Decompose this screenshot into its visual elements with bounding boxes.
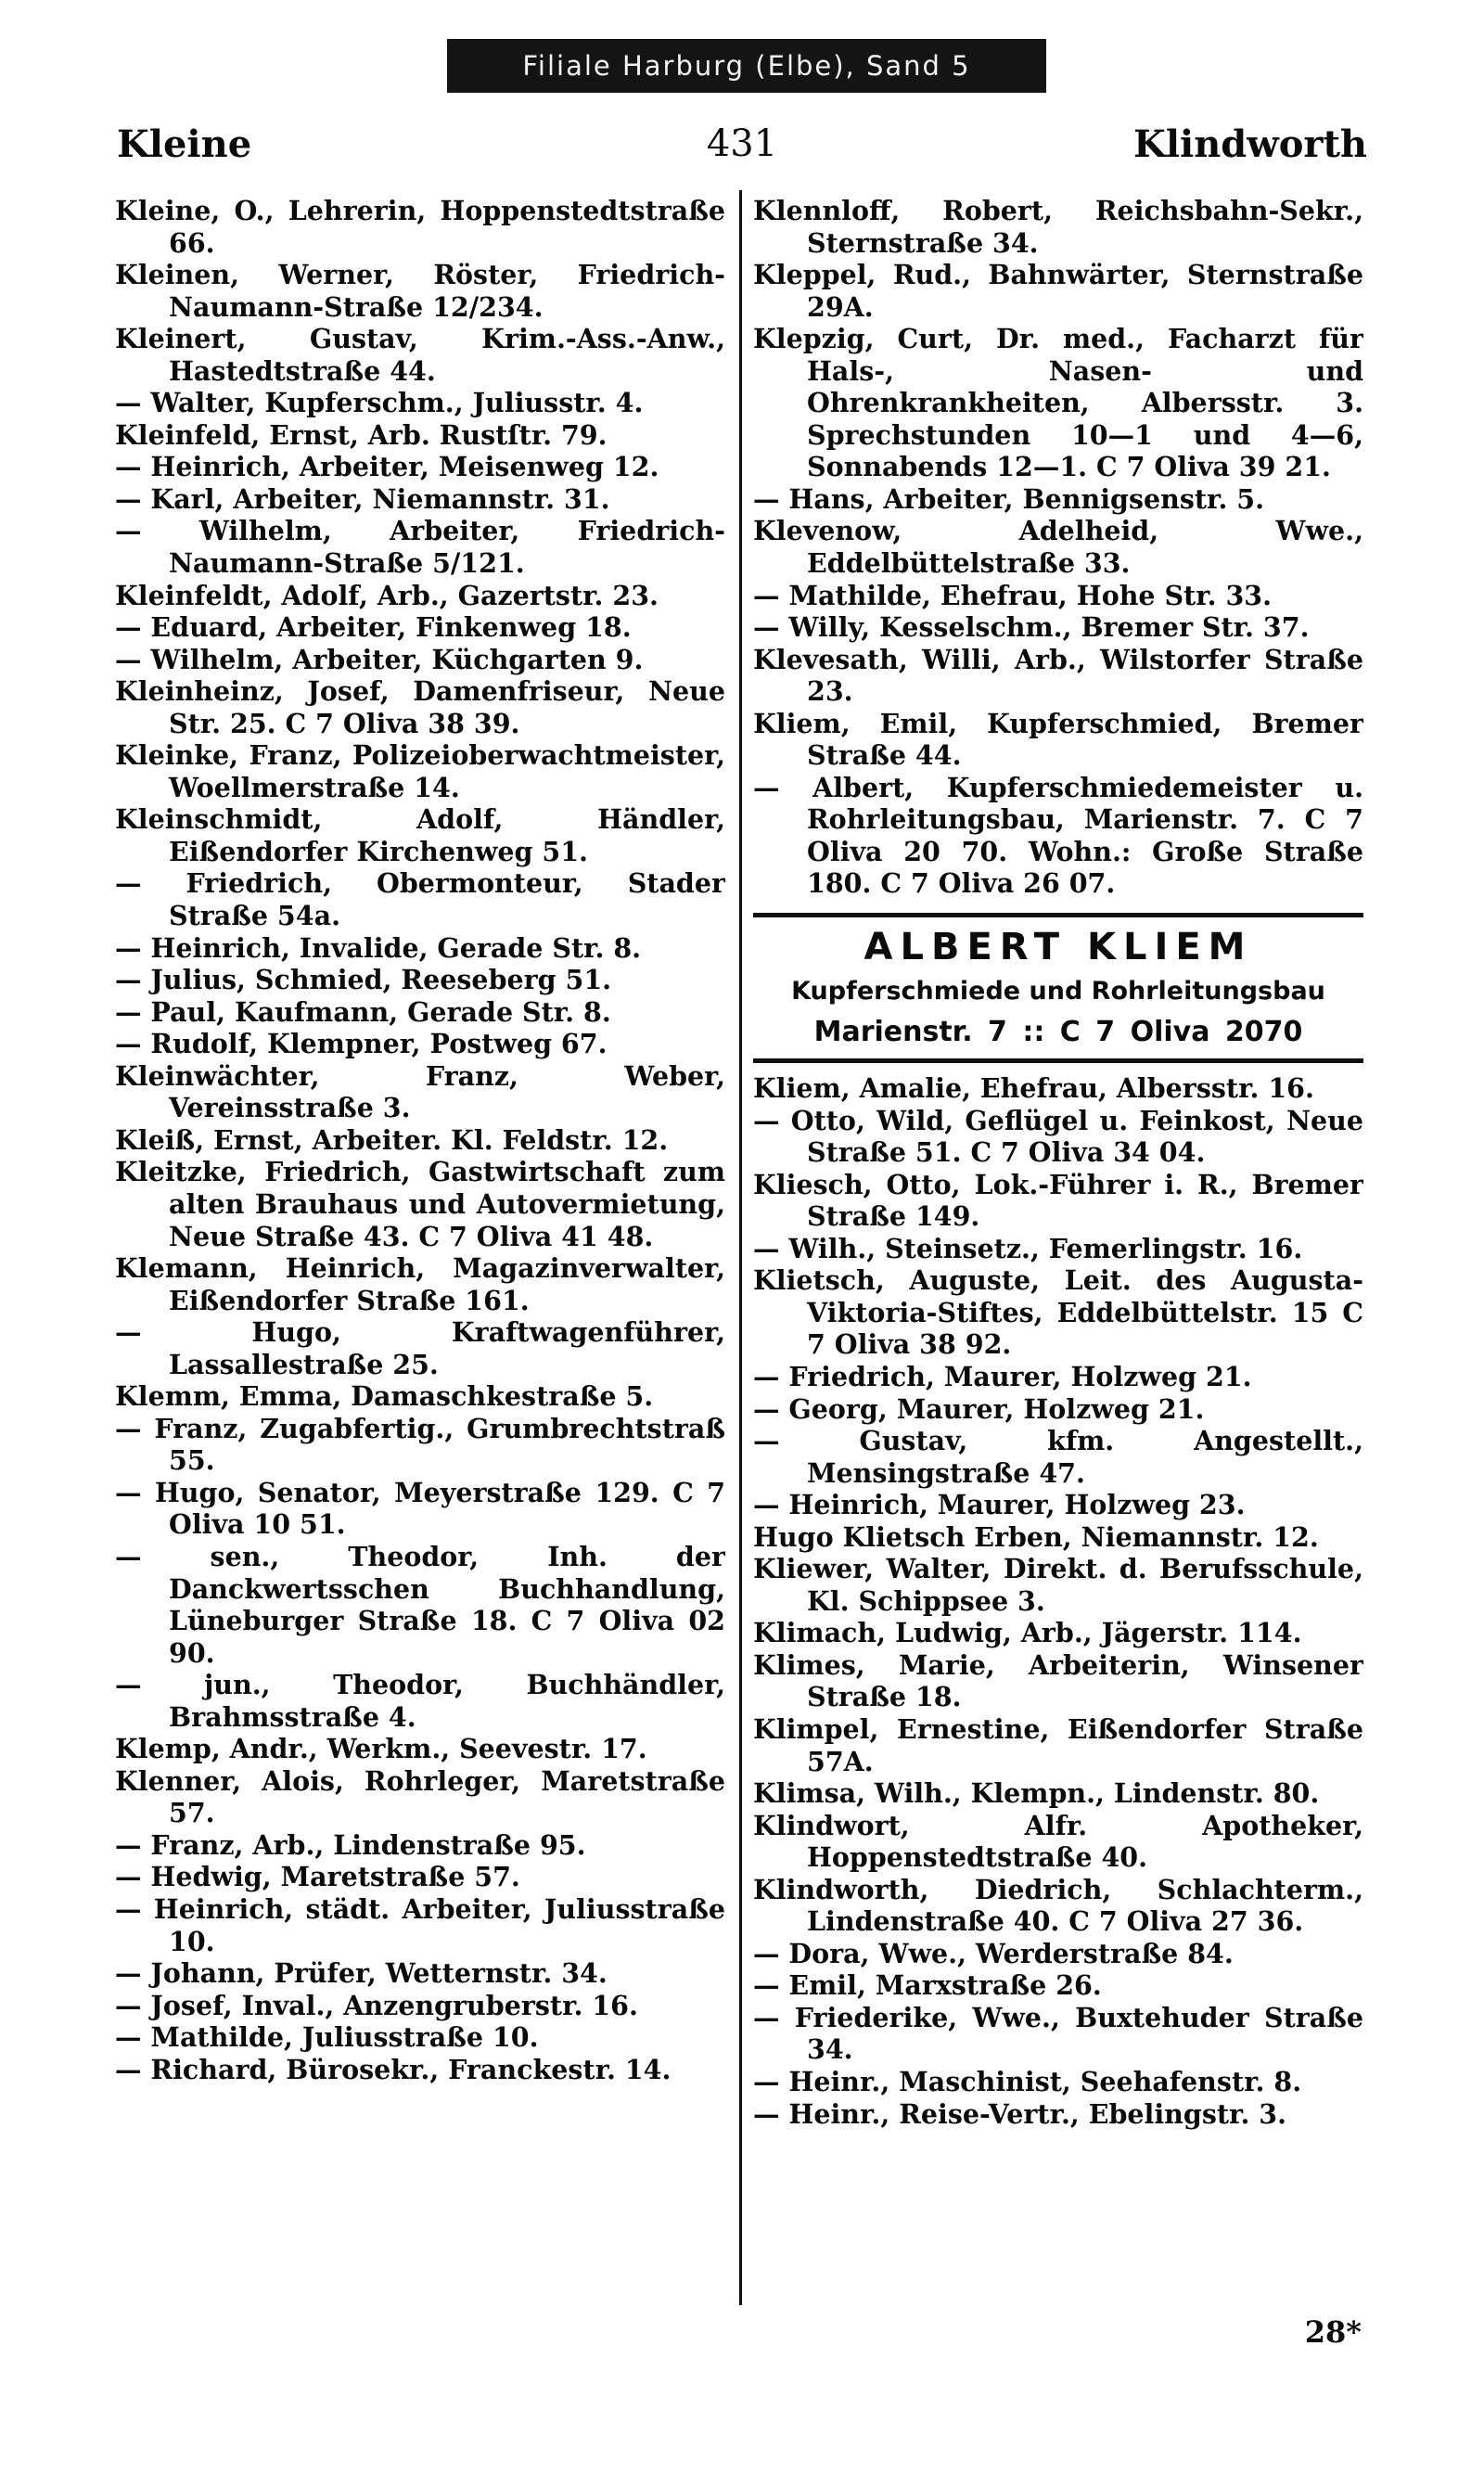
directory-entry: — Eduard, Arbeiter, Finkenweg 18. bbox=[115, 611, 632, 644]
directory-entry: Kleinert, Gustav, Krim.-Ass.-Anw., Hastedtstraße 44. bbox=[115, 323, 725, 387]
directory-entry: — Heinrich, städt. Arbeiter, Juliusstraße 10. bbox=[115, 1892, 725, 1957]
directory-entry: Kleinen, Werner, Röster, Friedrich-Naumann-Straße 12/234. bbox=[115, 259, 725, 323]
directory-entry: Klindworth, Diedrich, Schlachterm., Lindenstraße 40. C 7 Oliva 27 36. bbox=[753, 1873, 1363, 1938]
directory-entry: Kliesch, Otto, Lok.-Führer i. R., Bremer Straße 149. bbox=[753, 1168, 1363, 1233]
directory-entry: Kleine, O., Lehrerin, Hoppenstedtstraße 66. bbox=[115, 195, 725, 259]
right-column bbox=[753, 195, 1363, 2130]
header-last-entry: Klindworth bbox=[1133, 122, 1367, 166]
directory-entry: — Josef, Inval., Anzengruberstr. 16. bbox=[115, 1989, 638, 2021]
directory-entry: Kleppel, Rud., Bahnwärter, Sternstraße 29A. bbox=[753, 259, 1363, 323]
directory-entry: Kleinwächter, Franz, Weber, Vereinsstraße 3. bbox=[115, 1059, 725, 1124]
directory-entry: Kleiß, Ernst, Arbeiter. Kl. Feldstr. 12. bbox=[115, 1123, 669, 1156]
directory-entry: — Dora, Wwe., Werderstraße 84. bbox=[753, 1937, 1234, 1969]
directory-entry: — Wilhelm, Arbeiter, Friedrich-Naumann-Straße 5/121. bbox=[115, 515, 725, 580]
directory-entry: Klemp, Andr., Werkm., Seevestr. 17. bbox=[115, 1733, 647, 1765]
directory-entry: Kleinheinz, Josef, Damenfriseur, Neue Str. 25. C 7 Oliva 38 39. bbox=[115, 675, 725, 739]
directory-entry: Kleinke, Franz, Polizeioberwachtmeister, Woellmerstraße 14. bbox=[115, 739, 725, 803]
directory-entry: Klimpel, Ernestine, Eißendorfer Straße 57A. bbox=[753, 1712, 1363, 1777]
directory-entry: Kleinfeld, Ernst, Arb. Rustſtr. 79. bbox=[115, 418, 608, 451]
directory-entry: Kleinfeldt, Adolf, Arb., Gazertstr. 23. bbox=[115, 579, 659, 611]
directory-entry: — Georg, Maurer, Holzweg 21. bbox=[753, 1392, 1205, 1425]
directory-entry: — Julius, Schmied, Reeseberg 51. bbox=[115, 964, 612, 996]
directory-entry: — Heinrich, Maurer, Holzweg 23. bbox=[753, 1489, 1246, 1521]
directory-entry: — Hans, Arbeiter, Bennigsenstr. 5. bbox=[753, 482, 1265, 515]
directory-entry: — jun., Theodor, Buchhändler, Brahmsstraße 4. bbox=[115, 1669, 725, 1733]
directory-entry: Kliem, Amalie, Ehefrau, Albersstr. 16. bbox=[753, 1072, 1314, 1105]
left-column bbox=[115, 195, 725, 2085]
directory-entry: Klimsa, Wilh., Klempn., Lindenstr. 80. bbox=[753, 1777, 1320, 1810]
directory-entry: — Hugo, Kraftwagenführer, Lassallestraße 25. bbox=[115, 1316, 725, 1380]
directory-entry: — Wilhelm, Arbeiter, Küchgarten 9. bbox=[115, 643, 644, 675]
directory-entry: Kliem, Emil, Kupferschmied, Bremer Straße 44. bbox=[753, 707, 1363, 772]
ad-contact: Marienstr. 7 :: C 7 Oliva 2070 bbox=[813, 1016, 1303, 1049]
directory-entry: — Paul, Kaufmann, Gerade Str. 8. bbox=[115, 995, 611, 1028]
directory-entry: Klemm, Emma, Damaschkestraße 5. bbox=[115, 1380, 654, 1413]
directory-entry: Kliewer, Walter, Direkt. d. Berufsschule, Kl. Schippsee 3. bbox=[753, 1553, 1363, 1617]
branch-banner: Filiale Harburg (Elbe), Sand 5 bbox=[447, 39, 1046, 93]
directory-entry: — Mathilde, Juliusstraße 10. bbox=[115, 2021, 539, 2054]
right-column-top bbox=[753, 195, 1363, 900]
directory-entry: Kleinschmidt, Adolf, Händler, Eißendorfer Kirchenweg 51. bbox=[115, 803, 725, 867]
directory-entry: Klimes, Marie, Arbeiterin, Winsener Straße 18. bbox=[753, 1648, 1363, 1713]
directory-entry: — Otto, Wild, Geflügel u. Feinkost, Neue Straße 51. C 7 Oliva 34 04. bbox=[753, 1104, 1363, 1169]
directory-entry: — Johann, Prüfer, Wetternstr. 34. bbox=[115, 1957, 608, 1990]
directory-entry: Klindwort, Alfr. Apotheker, Hoppenstedtstraße 40. bbox=[753, 1809, 1363, 1874]
directory-entry: — Heinr., Reise-Vertr., Ebelingstr. 3. bbox=[753, 2097, 1287, 2130]
directory-entry: — Hedwig, Maretstraße 57. bbox=[115, 1861, 520, 1893]
signature-mark: 28* bbox=[1304, 2314, 1362, 2350]
directory-entry: — Hugo, Senator, Meyerstraße 129. C 7 Oliva 10 51. bbox=[115, 1476, 725, 1541]
directory-entry: — Heinr., Maschinist, Seehafenstr. 8. bbox=[753, 2065, 1302, 2097]
directory-entry: Klepzig, Curt, Dr. med., Facharzt für Hals-, Nasen- und Ohrenkrankheiten, Albersstr. 3. Sprechstunden 10—1 und 4—6, Sonnabends 12—1. C 7 Oliva 39 21. bbox=[753, 323, 1363, 483]
directory-entry: — Rudolf, Klempner, Postweg 67. bbox=[115, 1028, 608, 1060]
directory-entry: Klevesath, Willi, Arb., Wilstorfer Straße 23. bbox=[753, 643, 1363, 708]
directory-entry: — Friedrich, Obermonteur, Stader Straße 54a. bbox=[115, 867, 725, 932]
directory-entry: — Wilh., Steinsetz., Femerlingstr. 16. bbox=[753, 1232, 1303, 1264]
directory-entry: — Karl, Arbeiter, Niemannstr. 31. bbox=[115, 482, 610, 515]
directory-entry: — Willy, Kesselschm., Bremer Str. 37. bbox=[753, 611, 1310, 644]
directory-entry: Hugo Klietsch Erben, Niemannstr. 12. bbox=[753, 1520, 1319, 1553]
directory-entry: — Walter, Kupferschm., Juliusstr. 4. bbox=[115, 387, 644, 419]
directory-entry: Klenner, Alois, Rohrleger, Maretstraße 57. bbox=[115, 1764, 725, 1829]
right-column-bottom bbox=[753, 1072, 1363, 2130]
ad-company-name: ALBERT KLIEM bbox=[864, 926, 1253, 969]
directory-entry: — Heinrich, Invalide, Gerade Str. 8. bbox=[115, 931, 642, 964]
directory-entry: — sen., Theodor, Inh. der Danckwertsschen Buchhandlung, Lüneburger Straße 18. C 7 Oliva 02 90. bbox=[115, 1540, 725, 1669]
directory-entry: — Richard, Bürosekr., Franckestr. 14. bbox=[115, 2053, 672, 2085]
directory-entry: — Albert, Kupferschmiedemeister u. Rohrleitungsbau, Marienstr. 7. C 7 Oliva 20 70. Wohn.: Große Straße 180. C 7 Oliva 26 07. bbox=[753, 771, 1363, 900]
directory-entry: Klietsch, Auguste, Leit. des Augusta-Viktoria-Stiftes, Eddelbüttelstr. 15 C 7 Oliva 38 92. bbox=[753, 1264, 1363, 1361]
directory-entry: Klemann, Heinrich, Magazinverwalter, Eißendorfer Straße 161. bbox=[115, 1252, 725, 1316]
page-number: 431 bbox=[706, 122, 778, 165]
directory-entry: Klennloff, Robert, Reichsbahn-Sekr., Sternstraße 34. bbox=[753, 195, 1363, 259]
directory-entry: — Friederike, Wwe., Buxtehuder Straße 34. bbox=[753, 2001, 1363, 2066]
advertisement-box bbox=[753, 913, 1363, 1063]
directory-entry: Klevenow, Adelheid, Wwe., Eddelbüttelstraße 33. bbox=[753, 515, 1363, 580]
directory-entry: — Heinrich, Arbeiter, Meisenweg 12. bbox=[115, 451, 659, 483]
directory-entry: — Gustav, kfm. Angestellt., Mensingstraße 47. bbox=[753, 1425, 1363, 1489]
directory-entry: Klimach, Ludwig, Arb., Jägerstr. 114. bbox=[753, 1617, 1302, 1649]
directory-entry: Kleitzke, Friedrich, Gastwirtschaft zum alten Brauhaus und Autovermietung, Neue Straße 43. C 7 Oliva 41 48. bbox=[115, 1156, 725, 1252]
ad-business-line: Kupferschmiede und Rohrleitungsbau bbox=[791, 977, 1325, 1006]
directory-entry: — Emil, Marxstraße 26. bbox=[753, 1969, 1102, 2002]
directory-entry: — Friedrich, Maurer, Holzweg 21. bbox=[753, 1360, 1252, 1392]
column-divider bbox=[739, 190, 742, 2305]
header-first-entry: Kleine bbox=[117, 122, 252, 166]
directory-entry: — Franz, Zugabfertig., Grumbrechtstraß 55. bbox=[115, 1412, 725, 1477]
directory-entry: — Mathilde, Ehefrau, Hohe Str. 33. bbox=[753, 579, 1273, 611]
directory-entry: — Franz, Arb., Lindenstraße 95. bbox=[115, 1828, 586, 1861]
